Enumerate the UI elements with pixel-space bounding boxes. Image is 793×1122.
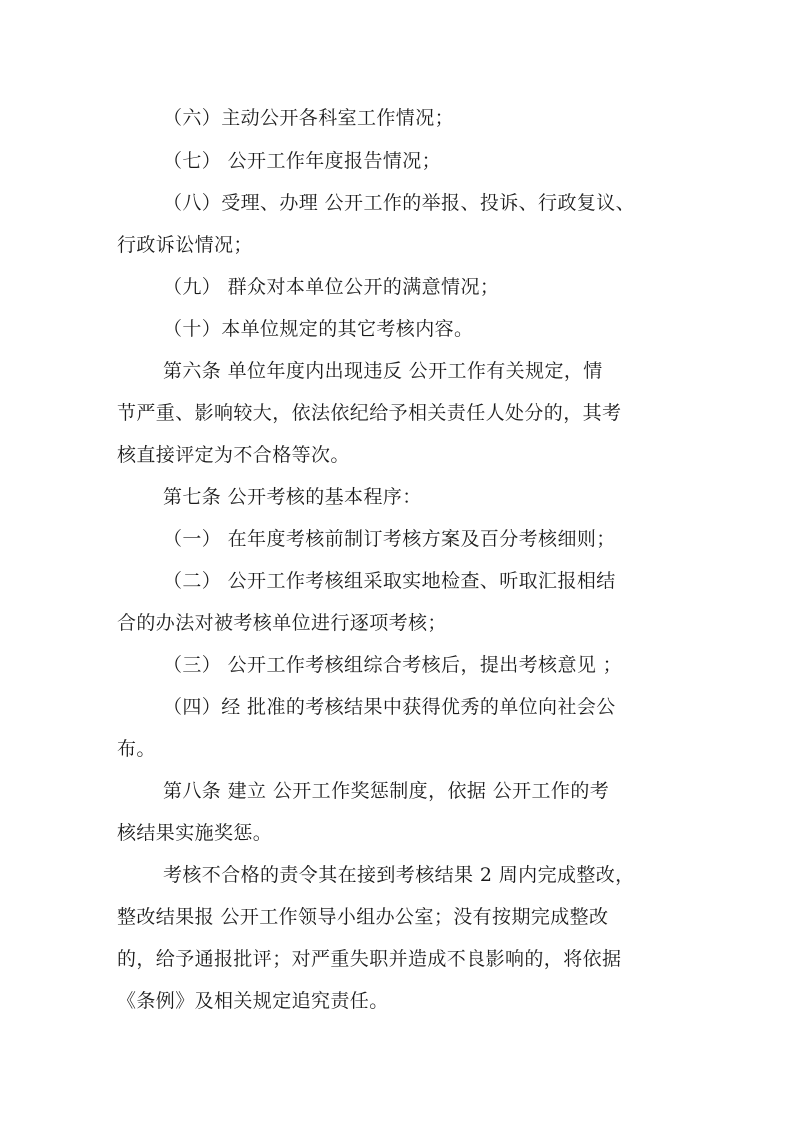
text-line-11: （一） 在年度考核前制订考核方案及百分考核细则； (163, 528, 616, 550)
text-line-20: 整改结果报 公开工作领导小组办公室；没有按期完成整改 (117, 906, 609, 928)
text-line-8: 节严重、影响较大，依法依纪给予相关责任人处分的，其考 (117, 402, 622, 424)
text-line-19: 考核不合格的责令其在接到考核结果 2 周内完成整改， (163, 864, 635, 886)
text-line-1: （六）主动公开各科室工作情况； (163, 107, 455, 129)
text-line-6: （十）本单位规定的其它考核内容。 (163, 318, 474, 340)
text-line-3: （八）受理、办理 公开工作的举报、投诉、行政复议、 (163, 192, 636, 214)
text-line-22: 《条例》及相关规定追究责任。 (117, 990, 389, 1012)
text-line-12: （二） 公开工作考核组采取实地检查、听取汇报相结 (163, 570, 616, 592)
text-line-5: （九） 群众对本单位公开的满意情况； (163, 276, 500, 298)
text-line-14: （三） 公开工作考核组综合考核后，提出考核意见 ； (163, 654, 623, 676)
text-line-16: 布。 (117, 738, 156, 760)
text-line-2: （七） 公开工作年度报告情况； (163, 150, 442, 172)
text-line-10: 第七条 公开考核的基本程序： (163, 486, 422, 508)
text-line-7: 第六条 单位年度内出现违反 公开工作有关规定，情 (163, 360, 603, 382)
text-line-18: 核结果实施奖惩。 (117, 822, 273, 844)
text-line-13: 合的办法对被考核单位进行逐项考核； (117, 612, 447, 634)
text-line-21: 的，给予通报批评；对严重失职并造成不良影响的，将依据 (117, 948, 622, 970)
text-line-4: 行政诉讼情况； (117, 234, 253, 256)
text-line-9: 核直接评定为不合格等次。 (117, 444, 350, 466)
text-line-15: （四）经 批准的考核结果中获得优秀的单位向社会公 (163, 696, 616, 718)
text-line-17: 第八条 建立 公开工作奖惩制度，依据 公开工作的考 (163, 780, 610, 802)
